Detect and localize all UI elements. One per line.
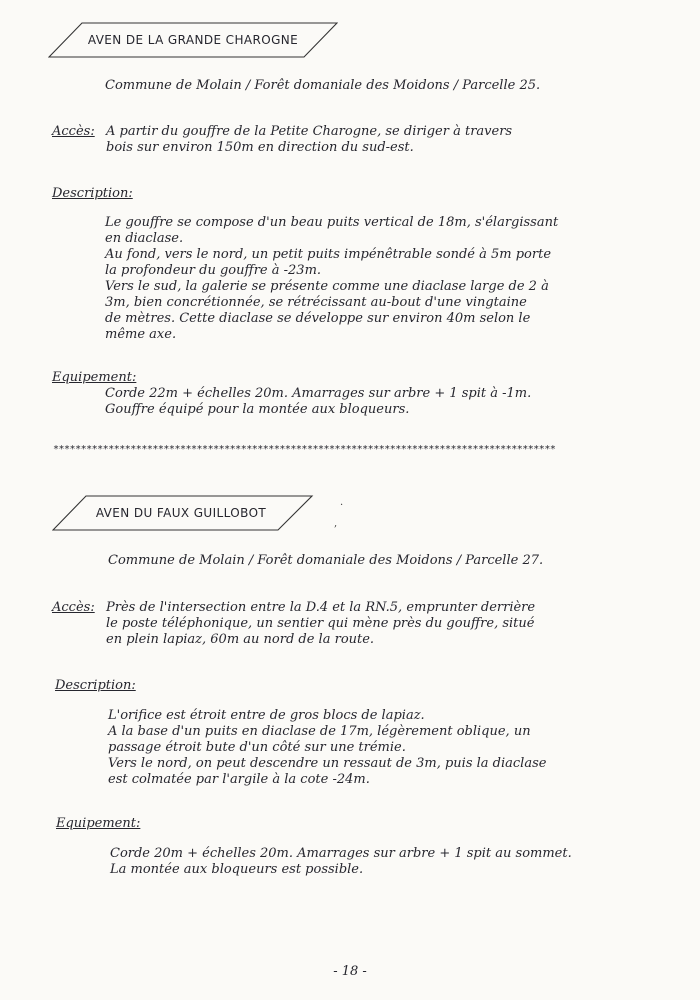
access-label: Accès: <box>52 124 95 139</box>
access-line: bois sur environ 150m en direction du sud-est. <box>106 140 414 155</box>
description-line: 3m, bien concrétionnée, se rétrécissant au-bout d'une vingtaine <box>105 295 527 310</box>
description-line: L'orifice est étroit entre de gros blocs de lapiaz. <box>108 708 425 723</box>
description-line: la profondeur du gouffre à -23m. <box>105 263 322 278</box>
equipment-label: Equipement: <box>56 816 141 831</box>
description-line: en diaclase. <box>105 231 184 246</box>
description-line: Au fond, vers le nord, un petit puits impénêtrable sondé à 5m porte <box>105 247 552 262</box>
description-line: A la base d'un puits en diaclase de 17m, légèrement oblique, un <box>108 724 531 739</box>
equipment-line: Corde 20m + échelles 20m. Amarrages sur arbre + 1 spit au sommet. <box>110 846 572 861</box>
description-line: est colmatée par l'argile à la cote -24m. <box>108 772 370 787</box>
location-line: Commune de Molain / Forêt domaniale des Moidons / Parcelle 27. <box>108 553 544 568</box>
section-title-box <box>52 495 342 531</box>
access-label: Accès: <box>52 600 95 615</box>
description-line: même axe. <box>105 327 177 342</box>
scan-speck: · <box>340 500 344 511</box>
location-line: Commune de Molain / Forêt domaniale des Moidons / Parcelle 25. <box>105 78 541 93</box>
access-line: A partir du gouffre de la Petite Charogne, se diriger à travers <box>106 124 513 139</box>
equipment-line: Gouffre équipé pour la montée aux bloqueurs. <box>105 402 410 417</box>
section-separator: ******************************************************************************************* <box>53 444 556 455</box>
description-line: passage étroit bute d'un côté sur une trémie. <box>108 740 406 755</box>
description-line: Vers le sud, la galerie se présente comme une diaclase large de 2 à <box>105 279 549 294</box>
section-title: AVEN DE LA GRANDE CHAROGNE <box>87 33 299 47</box>
access-line: en plein lapiaz, 60m au nord de la route. <box>106 632 375 647</box>
equipment-label: Equipement: <box>52 370 137 385</box>
access-line: le poste téléphonique, un sentier qui mène près du gouffre, situé <box>106 616 535 631</box>
description-line: de mètres. Cette diaclase se développe sur environ 40m selon le <box>105 311 531 326</box>
equipment-line: La montée aux bloqueurs est possible. <box>110 862 364 877</box>
description-line: Le gouffre se compose d'un beau puits vertical de 18m, s'élargissant <box>105 215 559 230</box>
description-label: Description: <box>55 678 136 693</box>
page-number: - 18 - <box>333 964 367 979</box>
section-title: AVEN DU FAUX GUILLOBOT <box>95 506 267 520</box>
description-line: Vers le nord, on peut descendre un ressaut de 3m, puis la diaclase <box>108 756 547 771</box>
access-line: Près de l'intersection entre la D.4 et la RN.5, emprunter derrière <box>106 600 536 615</box>
scan-speck: , <box>334 518 338 529</box>
equipment-line: Corde 22m + échelles 20m. Amarrages sur arbre + 1 spit à -1m. <box>105 386 532 401</box>
description-label: Description: <box>52 186 133 201</box>
section-title-box <box>48 22 338 58</box>
